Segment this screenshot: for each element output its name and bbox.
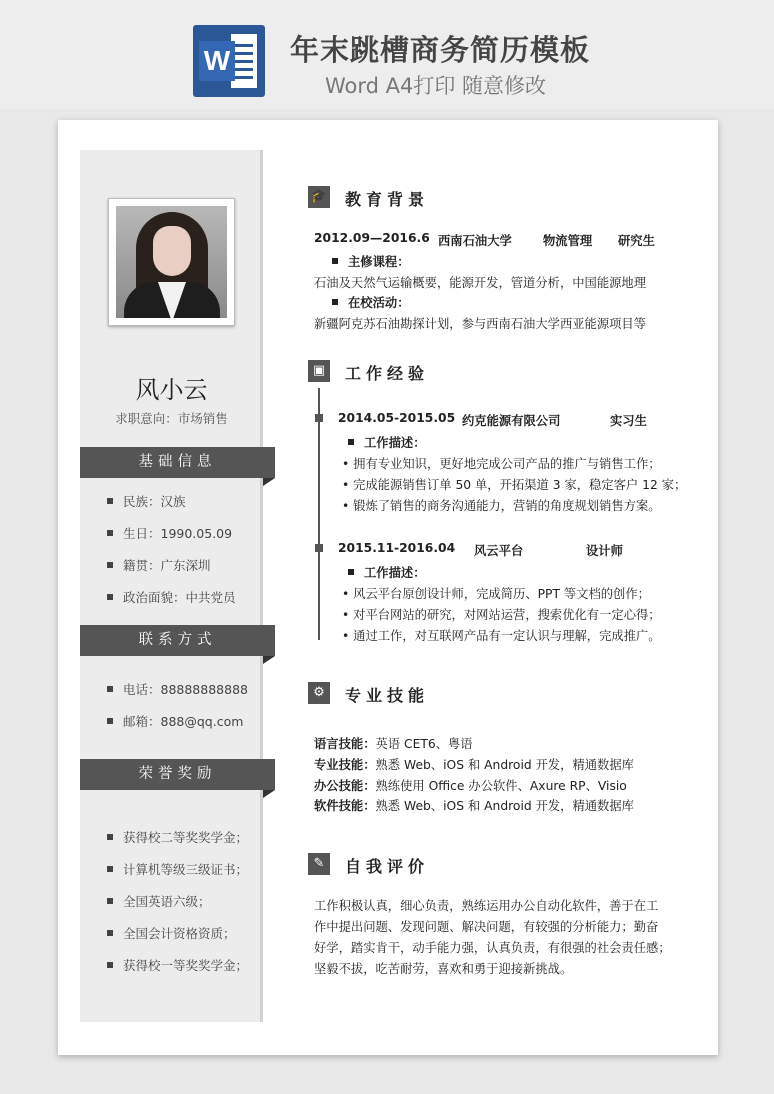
basic-info-heading: 基础信息 — [80, 447, 275, 478]
skill-line: 软件技能：熟悉 Web、iOS 和 Android 开发，精通数据库 — [314, 799, 634, 813]
resume-sidebar — [80, 150, 263, 1022]
skill-line: 专业技能：熟悉 Web、iOS 和 Android 开发，精通数据库 — [314, 758, 634, 772]
work-heading: 工作经验 — [345, 364, 430, 383]
self-eval-line: 坚毅不拔，吃苦耐劳，喜欢和勇于迎接新挑战。 — [314, 962, 573, 976]
banner-title: 年末跳槽商务简历模板 — [290, 33, 591, 67]
self-eval-line: 好学，踏实肯干，动手能力强，认真负责，有很强的社会责任感； — [314, 941, 671, 955]
job-role: 实习生 — [610, 414, 647, 428]
honor-item: 获得校二等奖奖学金； — [107, 828, 248, 846]
job-desc-line: • 风云平台原创设计师，完成简历、PPT 等文档的创作； — [342, 587, 650, 601]
job-company: 约克能源有限公司 — [462, 414, 561, 428]
activities-text: 新疆阿克苏石油勘探计划，参与西南石油大学西亚能源项目等 — [314, 317, 647, 331]
resume-page — [58, 120, 718, 1055]
courses-label: 主修课程： — [332, 252, 410, 270]
skills-heading: 专业技能 — [345, 686, 430, 705]
education-major: 物流管理 — [543, 234, 593, 248]
honor-item: 全国英语六级； — [107, 892, 211, 910]
job-desc-line: • 对平台网站的研究，对网站运营，搜索优化有一定心得； — [342, 608, 661, 622]
candidate-name: 风小云 — [135, 376, 208, 404]
job-period: 2014.05-2015.05 — [338, 411, 456, 425]
timeline-bar — [318, 388, 320, 640]
job-desc-line: • 通过工作，对互联网产品有一定认识与理解，完成推广。 — [342, 629, 661, 643]
job-desc-label: 工作描述： — [348, 433, 426, 451]
contact-heading: 联系方式 — [80, 625, 275, 656]
skill-line: 语言技能：英语 CET6、粤语 — [314, 737, 473, 751]
pen-icon: ✎ — [308, 853, 330, 875]
basic-info-item: 籍贯：广东深圳 — [107, 556, 211, 574]
job-desc-line: • 完成能源销售订单 50 单，开拓渠道 3 家，稳定客户 12 家； — [342, 478, 687, 492]
activities-label: 在校活动： — [332, 293, 410, 311]
skill-line: 办公技能：熟练使用 Office 办公软件、Axure RP、Visio — [314, 779, 627, 793]
basic-info-item: 民族：汉族 — [107, 492, 186, 510]
job-intent: 求职意向：市场销售 — [115, 411, 228, 426]
honors-heading: 荣誉奖励 — [80, 759, 275, 790]
template-banner — [0, 0, 774, 110]
briefcase-icon: ▣ — [308, 360, 330, 382]
timeline-dot — [315, 414, 323, 422]
avatar — [108, 198, 235, 326]
education-degree: 研究生 — [618, 234, 655, 248]
job-role: 设计师 — [586, 544, 623, 558]
self-eval-line: 工作积极认真，细心负责，熟练运用办公自动化软件，善于在工 — [314, 899, 659, 913]
job-period: 2015.11-2016.04 — [338, 541, 456, 555]
banner-subtitle: Word A4打印 随意修改 — [325, 74, 547, 98]
timeline-dot — [315, 544, 323, 552]
job-desc-label: 工作描述： — [348, 563, 426, 581]
self-eval-line: 作中提出问题、发现问题、解决问题，有较强的分析能力；勤奋 — [314, 920, 659, 934]
self-eval-heading: 自我评价 — [345, 857, 430, 876]
job-desc-line: • 拥有专业知识，更好地完成公司产品的推广与销售工作； — [342, 457, 661, 471]
job-company: 风云平台 — [474, 544, 524, 558]
education-school: 西南石油大学 — [438, 234, 512, 248]
basic-info-item: 政治面貌：中共党员 — [107, 588, 236, 606]
honor-item: 计算机等级三级证书； — [107, 860, 248, 878]
honor-item: 全国会计资格资质； — [107, 924, 236, 942]
job-desc-line: • 锻炼了销售的商务沟通能力，营销的角度规划销售方案。 — [342, 499, 661, 513]
contact-item: 电话：88888888888 — [107, 680, 248, 698]
graduation-cap-icon: 🎓 — [308, 186, 330, 208]
basic-info-item: 生日：1990.05.09 — [107, 524, 232, 542]
education-period: 2012.09—2016.6 — [314, 231, 430, 245]
honor-item: 获得校一等奖奖学金； — [107, 956, 248, 974]
gear-icon: ⚙ — [308, 682, 330, 704]
word-logo-letter: W — [199, 41, 235, 81]
courses-text: 石油及天然气运输概要，能源开发，管道分析，中国能源地理 — [314, 276, 647, 290]
education-heading: 教育背景 — [345, 190, 430, 209]
contact-item: 邮箱：888@qq.com — [107, 712, 243, 730]
word-doc-icon — [193, 25, 265, 97]
